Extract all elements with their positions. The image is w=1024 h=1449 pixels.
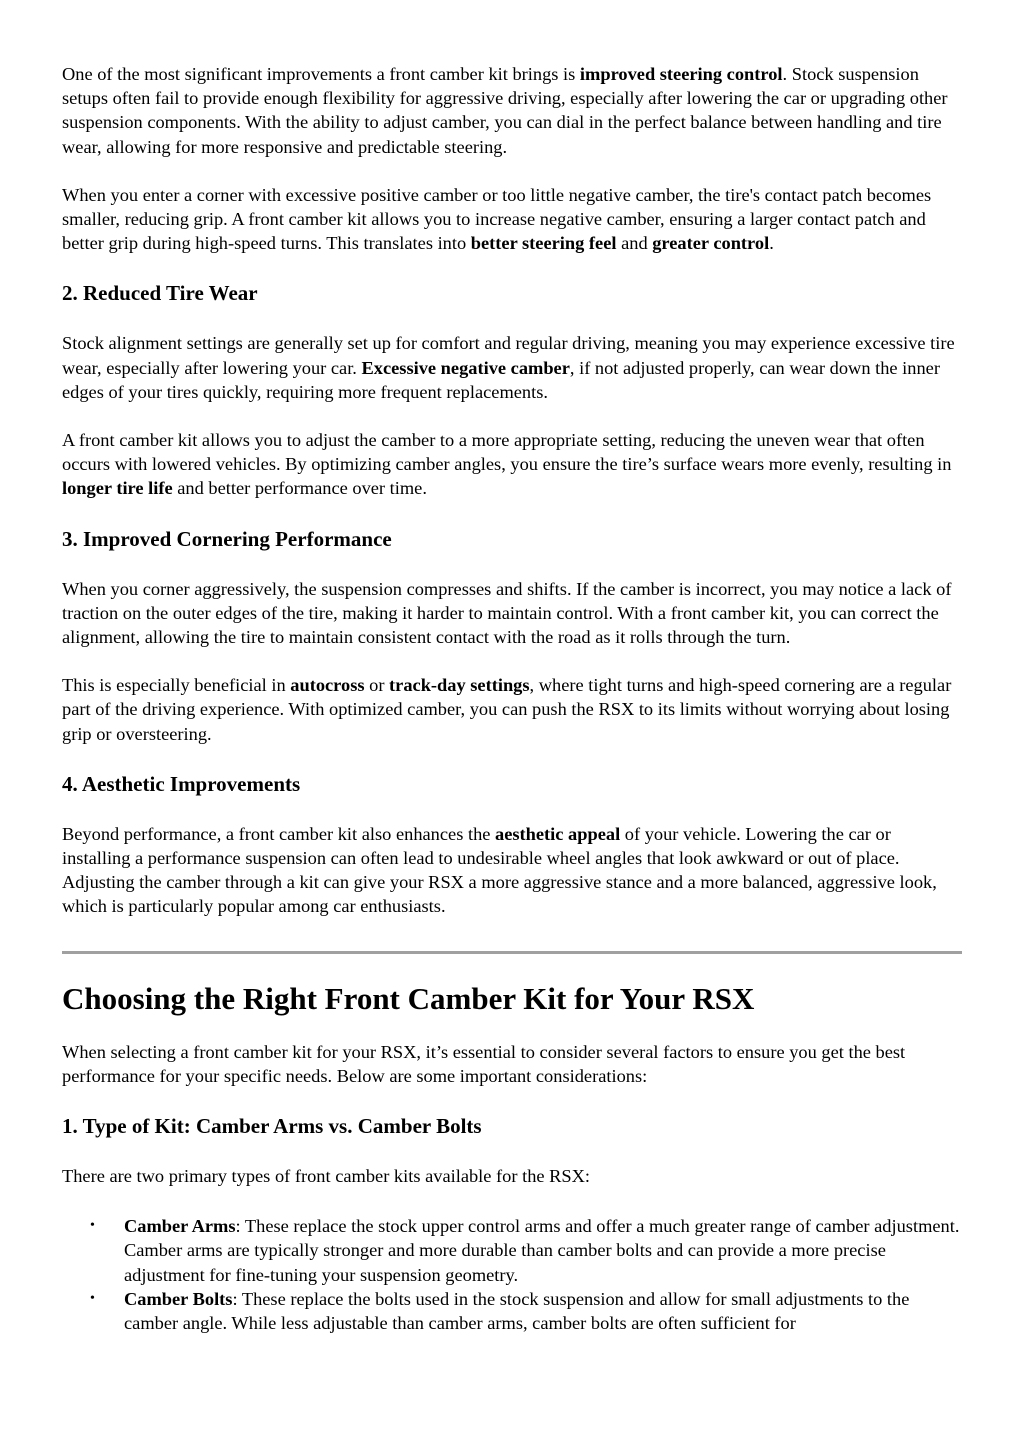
paragraph-two-types: There are two primary types of front camber kits available for the RSX: — [62, 1166, 591, 1187]
heading-cornering-performance: 3. Improved Cornering Performance — [62, 526, 392, 551]
paragraph-aesthetic-appeal: Beyond performance, a front camber kit also enhances the aesthetic appeal of your vehicle. Lowering the car or installing a performance suspension can often lead to undesirable wheel angles that look awkward or out of place. Adjusting the camber through a kit can give your RSX a more aggressive stance and a more balanced, aggressive look, which is particularly popular among car enthusiasts. — [62, 823, 937, 917]
heading-choosing-right-kit: Choosing the Right Front Camber Kit for Your RSX — [62, 980, 755, 1016]
heading-aesthetic-improvements: 4. Aesthetic Improvements — [62, 771, 301, 796]
paragraph-steering-control: One of the most significant improvements a front camber kit brings is improved steering control. Stock suspension setups often fail to provide enough flexibility for aggressive driving, especially after lowering the car or upgrading other suspension components. With the ability to adjust camber, you can dial in the perfect balance between handling and tire wear, allowing for more responsive and predictable steering. — [62, 64, 948, 157]
bold-greater-control: greater control — [652, 233, 770, 254]
bold-excessive-negative-camber: Excessive negative camber — [361, 357, 570, 378]
paragraph-stock-alignment: Stock alignment settings are generally set up for comfort and regular driving, meaning you may experience excessive tire wear, especially after lowering your car. Excessive negative camber, if not adjusted properly, can wear down the inner edges of your tires quickly, requiring more frequent replacements. — [62, 333, 955, 402]
bullet-icon: • — [90, 1218, 95, 1234]
bullet-icon: • — [90, 1290, 95, 1306]
paragraph-corner-aggressively: When you corner aggressively, the suspension compresses and shifts. If the camber is incorrect, you may notice a lack of traction on the outer edges of the tire, making it harder to maintain control. With a front camber kit, you can correct the alignment, allowing the tire to maintain consistent contact with the road as it rolls through the turn. — [62, 578, 952, 648]
paragraph-contact-patch: When you enter a corner with excessive positive camber or too little negative camber, the tire's contact patch becomes smaller, reducing grip. A front camber kit allows you to increase negative camber, ensuring a larger contact patch and better grip during high-speed turns. This translates into better steering feel and greater control. — [62, 184, 932, 254]
kit-types-list — [62, 1214, 962, 1335]
bold-longer-tire-life: longer tire life — [62, 478, 173, 499]
heading-reduced-tire-wear: 2. Reduced Tire Wear — [62, 281, 258, 306]
paragraph-selecting-kit: When selecting a front camber kit for your RSX, it’s essential to consider several factors to ensure you get the best performance for your specific needs. Below are some important considerations: — [62, 1041, 906, 1086]
paragraph-autocross: This is especially beneficial in autocross or track-day settings, where tight turns and high-speed cornering are a regular part of the driving experience. With optimized camber, you can push the RSX to its limits without worrying about losing grip or oversteering. — [62, 675, 952, 744]
list-item-camber-arms: • Camber Arms: These replace the stock upper control arms and offer a much greater range of camber adjustment. Camber arms are typically stronger and more durable than camber bolts and can provide a more precise adjustment for fine-tuning your suspension geometry. — [90, 1216, 960, 1285]
bold-track-day-settings: track-day settings — [389, 675, 530, 696]
list-item-camber-bolts: • Camber Bolts: These replace the bolts used in the stock suspension and allow for small adjustments to the camber angle. While less adjustable than camber arms, camber bolts are often sufficient for — [90, 1288, 910, 1334]
bold-aesthetic-appeal: aesthetic appeal — [495, 823, 621, 844]
bold-autocross: autocross — [290, 675, 365, 696]
paragraph-uneven-wear: A front camber kit allows you to adjust the camber to a more appropriate setting, reducing the uneven wear that often occurs with lowered vehicles. By optimizing camber angles, you ensure the tire’s surface wears more evenly, resulting in longer tire life and better performance over time. — [62, 430, 952, 499]
bold-better-steering-feel: better steering feel — [470, 233, 617, 254]
bold-camber-bolts: Camber Bolts — [124, 1288, 233, 1309]
bold-improved-steering-control: improved steering control — [579, 64, 783, 84]
heading-type-of-kit: 1. Type of Kit: Camber Arms vs. Camber Bolts — [62, 1114, 482, 1139]
bold-camber-arms: Camber Arms — [124, 1216, 236, 1237]
